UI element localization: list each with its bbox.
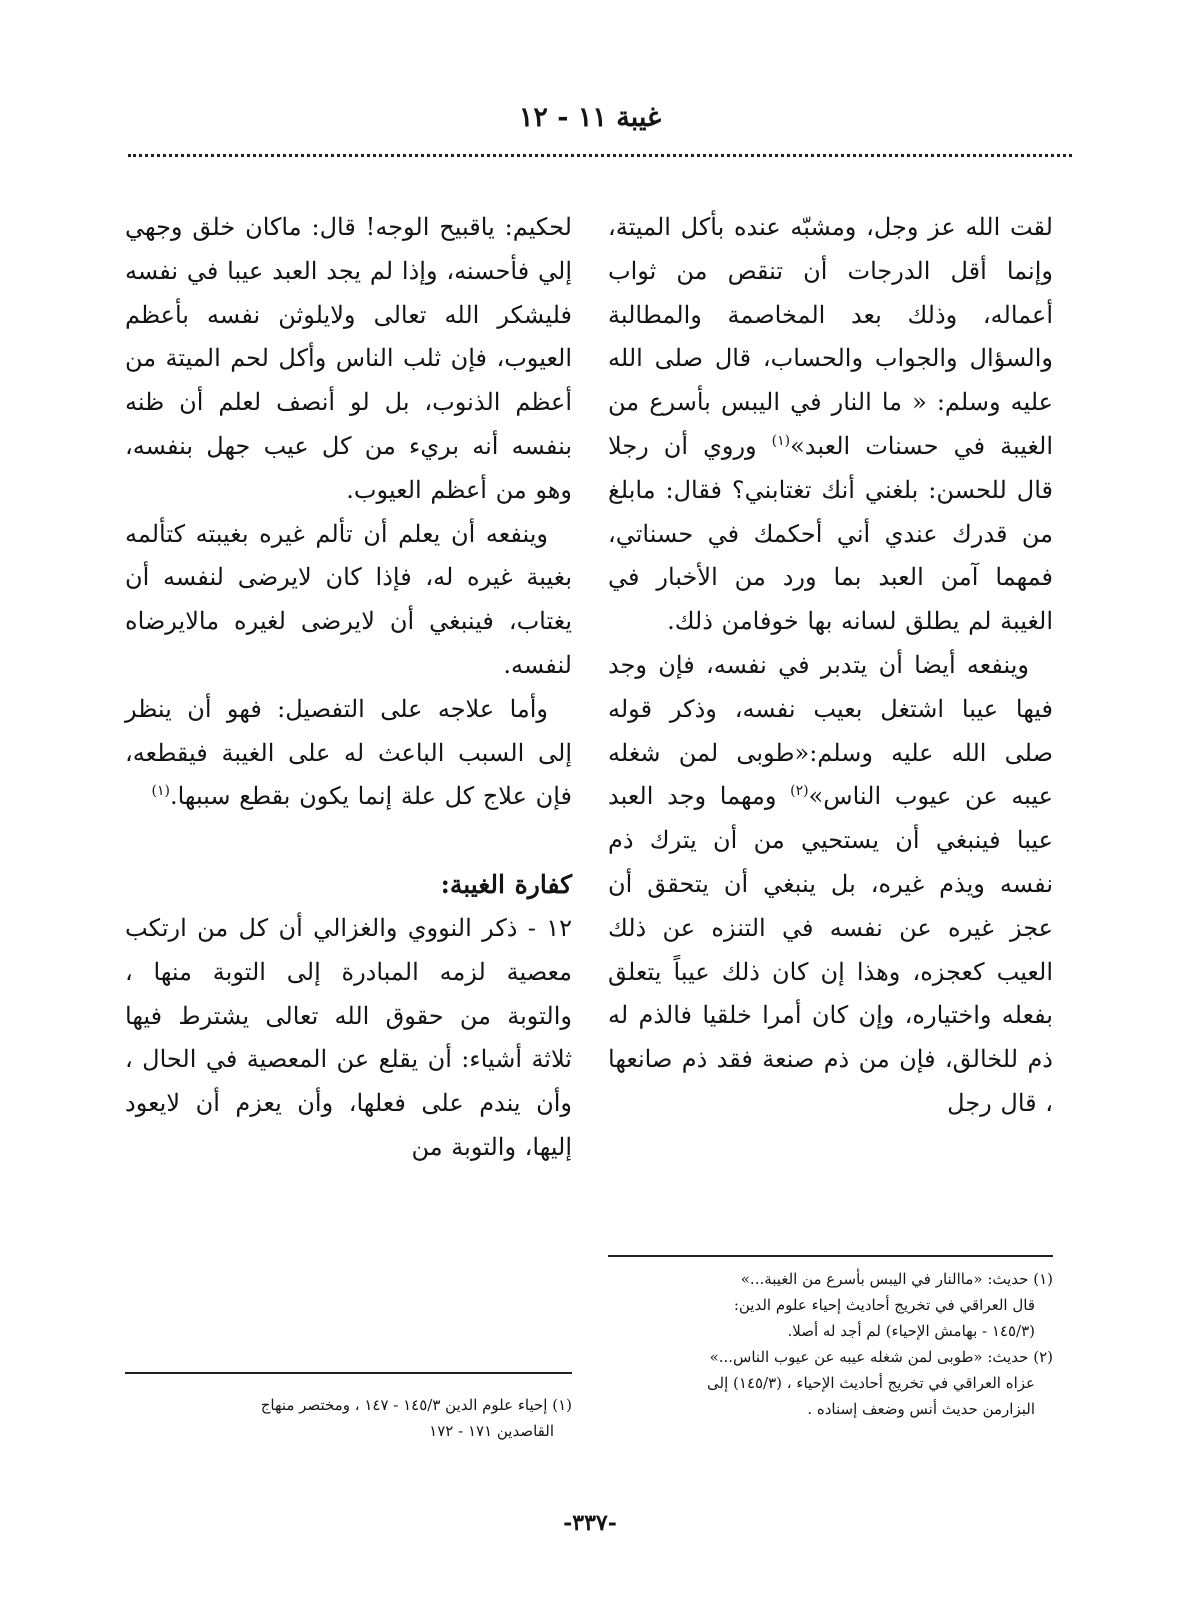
left-paragraph-2: وينفعه أن يعلم أن تألم غيره بغيبته كتألمه بغيبة غيره له، فإذا كان لايرضى لنفسه أن يغتاب، فينبغي أن لايرضى لغيره مالايرضاه لنفسه. bbox=[125, 519, 572, 679]
footnotes-left bbox=[125, 1392, 572, 1444]
right-paragraph-1-text: لقت الله عز وجل، ومشبّه عنده بأكل الميتة، وإنما أقل الدرجات أن تنقص من ثواب أعماله، وذلك بعد المخاصمة والمطالبة والسؤال والجواب والحساب، قال صلى الله عليه وسلم: « ما النار في اليبس بأسرع من الغيبة في حسنات العبد» bbox=[608, 213, 1054, 460]
left-paragraph-3 bbox=[125, 688, 572, 819]
footnote-2-line-3: البزارمن حديث أنس وضعف إسناده . bbox=[807, 1400, 1035, 1418]
left-paragraph-4: ١٢ - ذكر النووي والغزالي أن كل من ارتكب معصية لزمه المبادرة إلى التوبة منها ، والتوبة من حقوق الله تعالى يشترط فيها ثلاثة أشياء: أن يقلع عن المعصية في الحال ، وأن يندم على فعلها، وأن يعزم أن لايعود إليها، والتوبة من bbox=[125, 913, 572, 1161]
footnote-1-line-1: (١) حديث: «ماالنار في اليبس بأسرع من الغيبة...» bbox=[740, 1270, 1053, 1288]
section-gap bbox=[125, 819, 572, 863]
footnote-rule-right bbox=[608, 1255, 1053, 1257]
right-column bbox=[608, 206, 1053, 1126]
left-paragraph-1: لحكيم: ياقبيح الوجه! قال: ماكان خلق وجهي إلي فأحسنه، وإذا لم يجد العبد عيبا في نفسه فليشكر الله تعالى ولايلوثن نفسه بأعظم العيوب، فإن ثلب الناس وأكل لحم الميتة من أعظم الذنوب، بل لو أنصف لعلم أن ظنه بنفسه أنه بريء من كل عيب جهل بنفسه، وهو من أعظم العيوب. bbox=[125, 213, 573, 504]
header-dotted-rule bbox=[128, 154, 1072, 157]
page-number: -٣٣٧- bbox=[563, 1510, 617, 1536]
running-head: غيبة ١١ - ١٢ bbox=[518, 102, 662, 133]
footnote-rule-left bbox=[125, 1372, 572, 1374]
footnote-2-line-1: (٢) حديث: «طوبى لمن شغله عيبه عن عيوب الناس...» bbox=[709, 1348, 1053, 1366]
right-paragraph-2-text: وينفعه أيضا أن يتدبر في نفسه، فإن وجد فيها عيبا اشتغل بعيب نفسه، وذكر قوله صلى الله عليه وسلم:«طوبى لمن شغله عيبه عن عيوب الناس» bbox=[608, 650, 1053, 811]
footnote-ref-1: (١) bbox=[771, 432, 791, 449]
left-column bbox=[125, 206, 572, 1170]
left-paragraph-3-text: وأما علاجه على التفصيل: فهو أن ينظر إلى السبب الباعث له على الغيبة فيقطعه، فإن علاج كل علة إنما يكون بقطع سببها. bbox=[125, 694, 572, 811]
section-heading: كفارة الغيبة: bbox=[440, 870, 572, 900]
footnote-1-line-2: قال العراقي في تخريج أحاديث إحياء علوم الدين: bbox=[733, 1296, 1035, 1314]
right-paragraph-2 bbox=[608, 644, 1053, 1126]
right-paragraph-1-cont: وروي أن رجلا قال للحسن: بلغني أنك تغتابني؟ فقال: مابلغ من قدرك عندي أني أحكمك في حسناتي، فمهما آمن العبد بما ورد من الأخبار في الغيبة لم يطلق لسانه بها خوفامن ذلك. bbox=[608, 431, 1053, 636]
footnote-ref-left-1: (١) bbox=[151, 783, 170, 800]
right-paragraph-2-cont: ومهما وجد العبد عيبا فينبغي أن يستحيي من أن يترك ذم نفسه ويذم غيره، بل ينبغي أن يتحقق أن عجز غيره عن نفسه في التنزه عن ذلك العيب كعجزه، وهذا إن كان ذلك عيباً يتعلق بفعله واختياره، وإن كان أمرا خلقيا فالذم له ذم للخالق، فإن من ذم صنعة فقد ذم صانعها ، قال رجل bbox=[608, 782, 1054, 1117]
footnote-ref-2: (٢) bbox=[790, 783, 809, 800]
footnote-2-line-2: عزاه العراقي في تخريج أحاديث الإحياء ، (١٤٥/٣) إلى bbox=[707, 1374, 1035, 1392]
right-paragraph-1 bbox=[608, 206, 1053, 644]
footnote-left-1-line-2: القاصدين ١٧١ - ١٧٢ bbox=[429, 1422, 554, 1440]
footnotes-right bbox=[608, 1266, 1053, 1422]
footnote-left-1-line-1: (١) إحياء علوم الدين ١٤٥/٣ - ١٤٧ ، ومختصر منهاج bbox=[260, 1396, 572, 1414]
footnote-1-line-3: (١٤٥/٣ - بهامش الإحياء) لم أجد له أصلا. bbox=[787, 1322, 1035, 1340]
